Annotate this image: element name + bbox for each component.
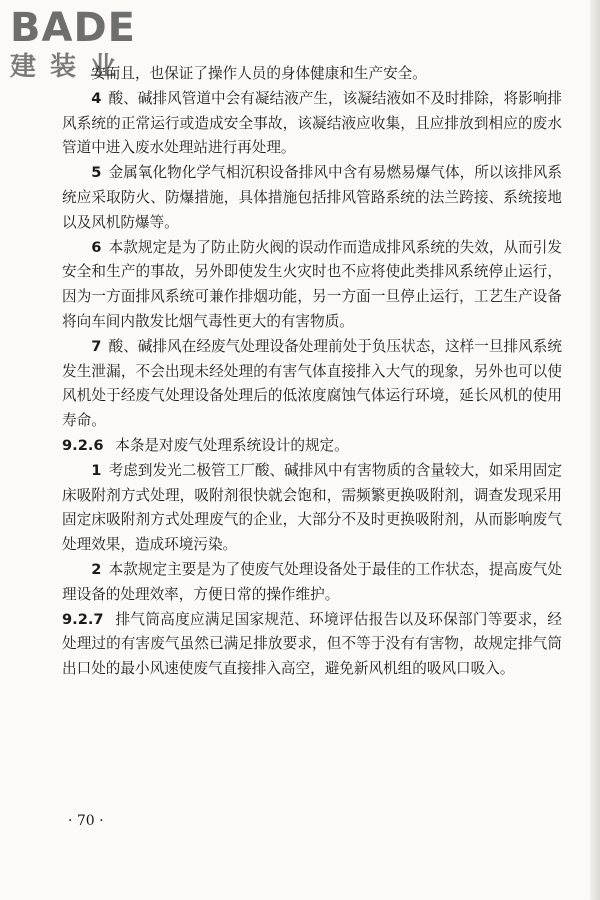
clause-9-2-7 (62, 608, 562, 682)
paragraph-text: 酸、碱排风管道中会有凝结液产生，该凝结液如不及时排除，将影响排风系统的正常运行或造成安全事故，该凝结液应收集，且应排放到相应的废水管道中进入废水处理站进行再处理。 (62, 89, 562, 157)
paragraph-text: 本款规定是为了防止防火阀的误动作而造成排风系统的失效，从而引发安全和生产的事故，另外即使发生火灾时也不应将使此类排风系统停止运行，因为一方面排风系统可兼作排烟功能，另一方面一旦停止运行，工艺生产设备将向车间内散发比烟气毒性更大的有害物质。 (62, 238, 562, 330)
clause-text: 本条是对废气处理系统设计的规定。 (115, 436, 349, 454)
paragraph-continuation (62, 62, 562, 87)
clause-number: 9.2.6 (62, 436, 104, 454)
paragraph-item-2 (62, 558, 562, 608)
watermark-logo: BADE (10, 5, 136, 51)
paragraph-item-7 (62, 335, 562, 434)
item-number: 4 (91, 89, 102, 107)
paragraph-item-5 (62, 161, 562, 235)
paragraph-text: 金属氧化物化学气相沉积设备排风中含有易燃易爆气体，所以该排风系统应采取防火、防爆措施，具体措施包括排风管路系统的法兰跨接、系统接地以及风机防爆等。 (62, 164, 562, 231)
page-body (62, 62, 562, 682)
item-number: 1 (91, 461, 102, 479)
item-number: 6 (91, 238, 102, 256)
watermark-subtitle: 建装业 (10, 52, 131, 82)
item-number: 7 (91, 337, 102, 355)
paragraph-item-4 (62, 87, 562, 161)
paragraph-text: 安而且，也保证了操作人员的身体健康和生产安全。 (91, 65, 427, 82)
item-number: 5 (91, 164, 102, 182)
clause-number: 9.2.7 (62, 610, 104, 628)
clause-9-2-6 (62, 434, 562, 459)
paragraph-text: 酸、碱排风在经废气处理设备处理前处于负压状态，这样一旦排风系统发生泄漏，不会出现未经处理的有害气体直接排入大气的现象，另外也可以使风机处于经废气处理设备处理后的低浓度腐蚀气体运行环境，延长风机的使用寿命。 (62, 337, 562, 430)
paragraph-text: 本款规定主要是为了使废气处理设备处于最佳的工作状态，提高废气处理设备的处理效率，方便日常的操作维护。 (62, 560, 562, 603)
page-number: · 70 · (68, 813, 104, 829)
page-edge-shadow (590, 0, 600, 900)
paragraph-item-6 (62, 236, 562, 335)
item-number: 2 (91, 560, 102, 578)
paragraph-item-1 (62, 459, 562, 558)
paragraph-text: 考虑到发光二极管工厂酸、碱排风中有害物质的含量较大，如采用固定床吸附剂方式处理，吸附剂很快就会饱和，需频繁更换吸附剂，调查发现采用固定床吸附剂方式处理废气的企业，大部分不及时更换吸附剂，从而影响废气处理效果，造成环境污染。 (62, 461, 562, 554)
clause-text: 排气筒高度应满足国家规范、环境评估报告以及环保部门等要求，经处理过的有害废气虽然已满足排放要求，但不等于没有有害物，故规定排气筒出口处的最小风速使废气直接排入高空，避免新风机组的吸风口吸入。 (62, 610, 562, 678)
